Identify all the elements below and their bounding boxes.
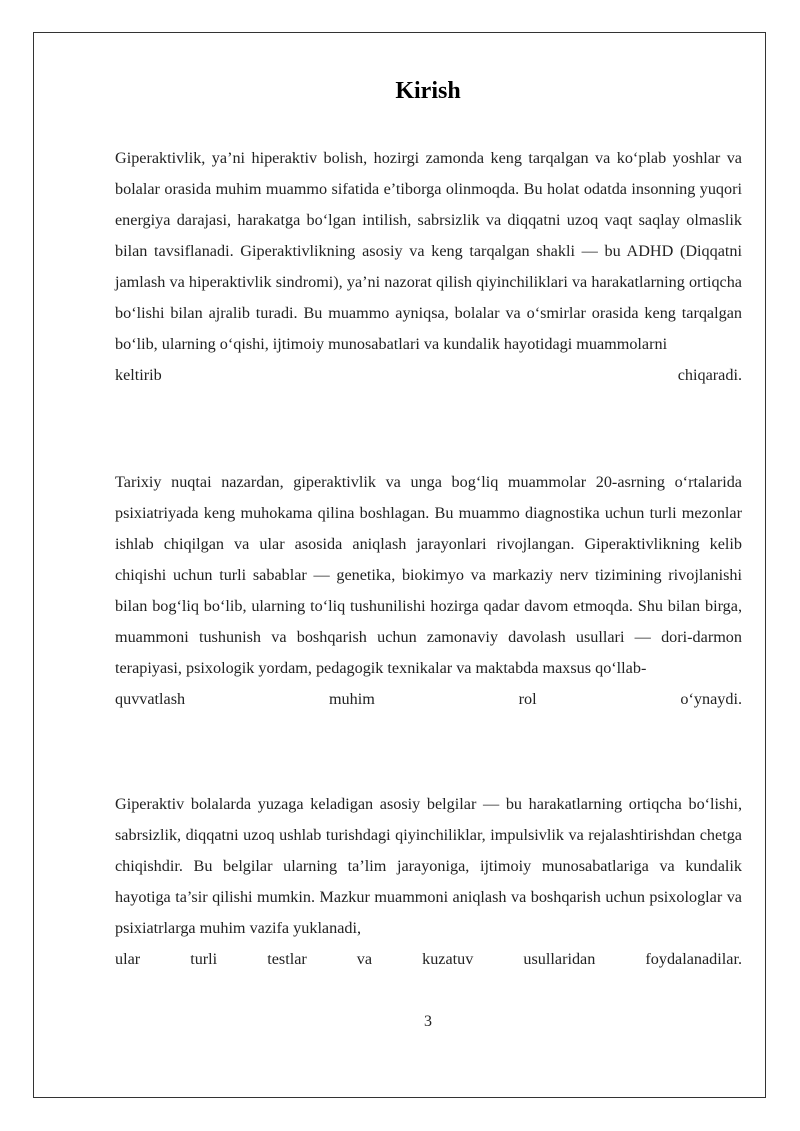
- paragraph-1-text: Giperaktivlik, ya’ni hiperaktiv bolish, hozirgi zamonda keng tarqalgan va ko‘plab yoshlar va bolalar orasida muhim muammo sifatida e’tiborga olinmoqda. Bu holat odatda insonning yuqori energiya darajasi, harakatga bo‘lgan intilish, sabrsizlik va diqqatni uzoq vaqt saqlay olmaslik bilan tavsiflanadi. Giperaktivlikning asosiy va keng tarqalgan shakli — bu ADHD (Diqqatni jamlash va hiperaktivlik sindromi), ya’ni nazorat qilish qiyinchiliklari va harakatlarning ortiqcha bo‘lishi bilan ajralib turadi. Bu muammo ayniqsa, bolalar va o‘smirlar orasida keng tarqalgan bo‘lib, ularning o‘qishi, ijtimoiy munosabatlari va kundalik hayotidagi muammolarni: [115, 149, 742, 353]
- paragraph-3: [115, 789, 742, 975]
- page-title: Kirish: [395, 78, 461, 104]
- paragraph-3-text: Giperaktiv bolalarda yuzaga keladigan asosiy belgilar — bu harakatlarning ortiqcha bo‘lishi, sabrsizlik, diqqatni uzoq ushlab turishdagi qiyinchiliklar, impulsivlik va rejalashtirishdan chetga chiqishdir. Bu belgilar ularning ta’lim jarayoniga, ijtimoiy munosabatlariga va kundalik hayotiga ta’sir qilishi mumkin. Mazkur muammoni aniqlash va boshqarish uchun psixologlar va psixiatrlarga muhim vazifa yuklanadi,: [115, 795, 742, 937]
- paragraph-2-last-line: quvvatlash muhim rol o‘ynaydi.: [115, 690, 742, 708]
- paragraph-2: [115, 467, 742, 715]
- paragraph-3-last-line: ular turli testlar va kuzatuv usullaridan foydalanadilar.: [115, 950, 742, 968]
- paragraph-2-text: Tarixiy nuqtai nazardan, giperaktivlik va unga bog‘liq muammolar 20-asrning o‘rtalarida psixiatriyada keng muhokama qilina boshlagan. Bu muammo diagnostika uchun turli mezonlar ishlab chiqilgan va ular asosida aniqlash jarayonlari rivojlangan. Giperaktivlikning kelib chiqishi uchun turli sabablar — genetika, biokimyo va markaziy nerv tizimining rivojlanishi bilan bog‘liq bo‘lib, ularning to‘liq tushunilishi hozirga qadar davom etmoqda. Shu bilan birga, muammoni tushunish va boshqarish uchun zamonaviy davolash usullari — dori-darmon terapiyasi, psixologik yordam, pedagogik texnikalar va maktabda maxsus qo‘llab-: [115, 473, 742, 677]
- paragraph-1-last-line: keltirib chiqaradi.: [115, 366, 742, 384]
- page-number: 3: [424, 1013, 432, 1030]
- paragraph-1: [115, 143, 742, 391]
